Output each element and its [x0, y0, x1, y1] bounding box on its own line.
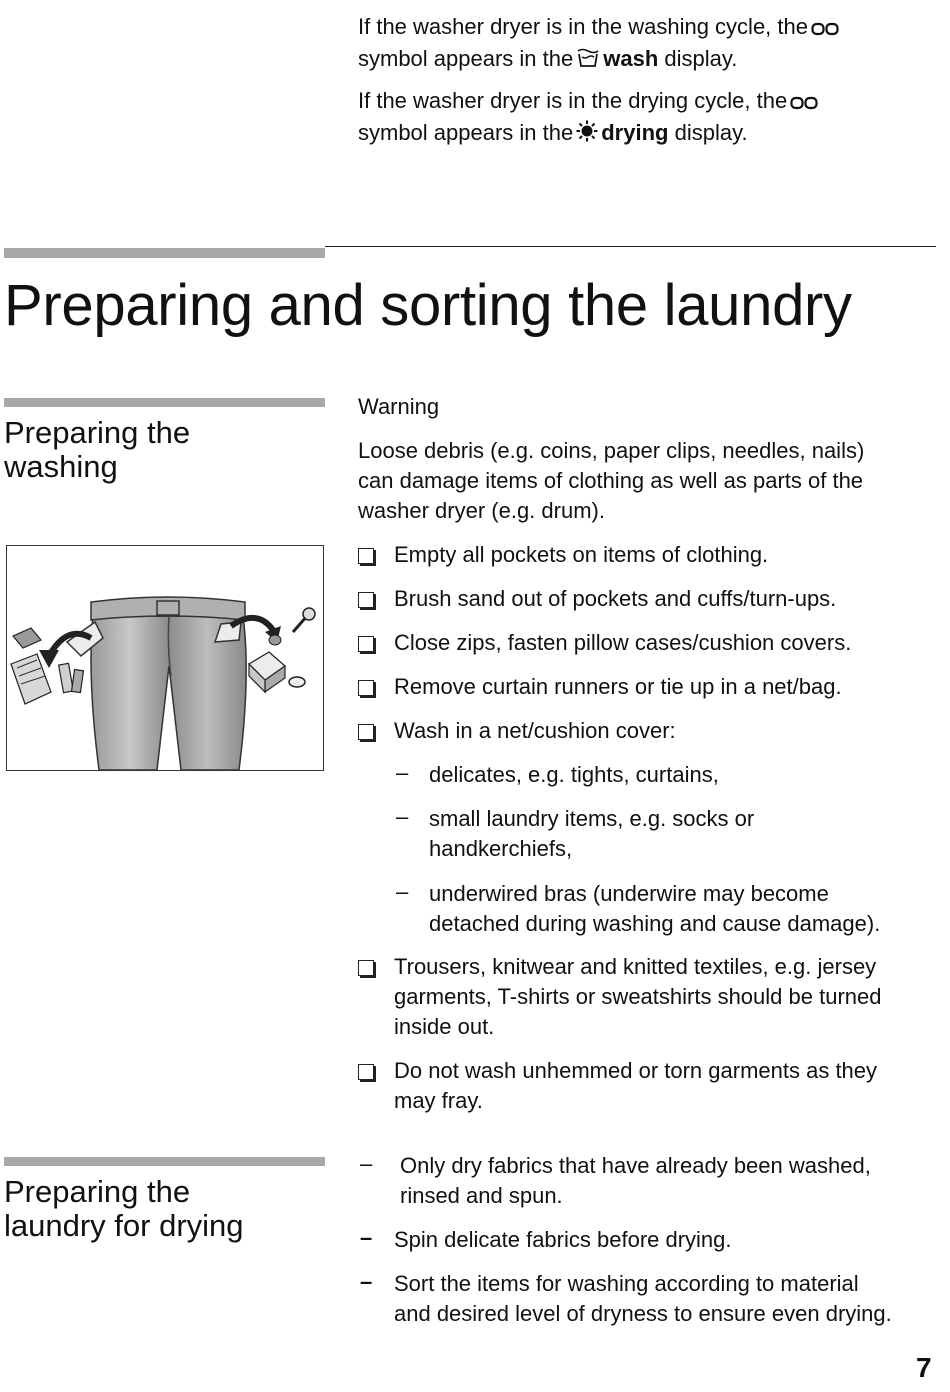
section-heading-preparing-washing: Preparing the washing: [4, 415, 191, 484]
chapter-divider-line: [325, 246, 936, 247]
wash-icon: [576, 46, 600, 76]
list-item: Brush sand out of pockets and cuffs/turn-ups.: [394, 586, 837, 611]
warning-label: Warning: [358, 394, 440, 419]
list-item: Sort the items for washing according to material and desired level of dryness to ensure even drying.: [394, 1271, 892, 1326]
sub-list-item: delicates, e.g. tights, curtains,: [429, 762, 719, 787]
door-lock-icon: [811, 14, 839, 44]
list-item: Only dry fabrics that have already been washed, rinsed and spun.: [400, 1153, 871, 1208]
page-number: 7: [916, 1352, 932, 1383]
section-divider-bar: [4, 398, 325, 407]
sub-list-item: small laundry items, e.g. socks or handkerchiefs,: [429, 806, 755, 861]
trousers-pockets-illustration: [6, 545, 324, 771]
dash-bullet: –: [396, 804, 409, 829]
chapter-divider-bar: [4, 248, 325, 258]
list-item: Spin delicate fabrics before drying.: [394, 1227, 732, 1252]
intro-paragraph-wash: If the washer dryer is in the washing cycle, the symbol appears in the wash display.: [358, 12, 938, 76]
dash-bullet: –: [396, 879, 409, 904]
list-item: Trousers, knitwear and knitted textiles, e.g. jersey garments, T-shirts or sweatshirts should be turned inside out.: [394, 954, 882, 1039]
sub-list-item: underwired bras (underwire may become detached during washing and cause damage).: [429, 881, 881, 936]
checkbox-icon: [358, 636, 374, 652]
section-heading-preparing-drying: Preparing the laundry for drying: [4, 1174, 244, 1243]
chapter-title: Preparing and sorting the laundry: [4, 273, 852, 338]
dash-bullet: –: [360, 1151, 373, 1176]
sun-icon: [576, 120, 598, 150]
dash-bullet: –: [360, 1269, 373, 1294]
intro-paragraph-drying: If the washer dryer is in the drying cycle, the symbol appears in the drying display.: [358, 86, 938, 150]
section-divider-bar: [4, 1157, 325, 1166]
list-item: Do not wash unhemmed or torn garments as they may fray.: [394, 1058, 878, 1113]
checkbox-icon: [358, 592, 374, 608]
list-item: Empty all pockets on items of clothing.: [394, 542, 769, 567]
list-item: Remove curtain runners or tie up in a net/bag.: [394, 674, 842, 699]
dash-bullet: –: [360, 1225, 373, 1250]
dash-bullet: –: [396, 760, 409, 785]
list-item: Close zips, fasten pillow cases/cushion covers.: [394, 630, 852, 655]
door-lock-icon: [790, 88, 818, 118]
checkbox-icon: [358, 680, 374, 696]
checkbox-icon: [358, 960, 374, 976]
list-item: Wash in a net/cushion cover:: [394, 718, 676, 743]
checkbox-icon: [358, 548, 374, 564]
checkbox-icon: [358, 724, 374, 740]
checkbox-icon: [358, 1064, 374, 1080]
warning-text: Loose debris (e.g. coins, paper clips, needles, nails) can damage items of clothing as well as parts of the washer dryer (e.g. drum).: [358, 438, 865, 523]
